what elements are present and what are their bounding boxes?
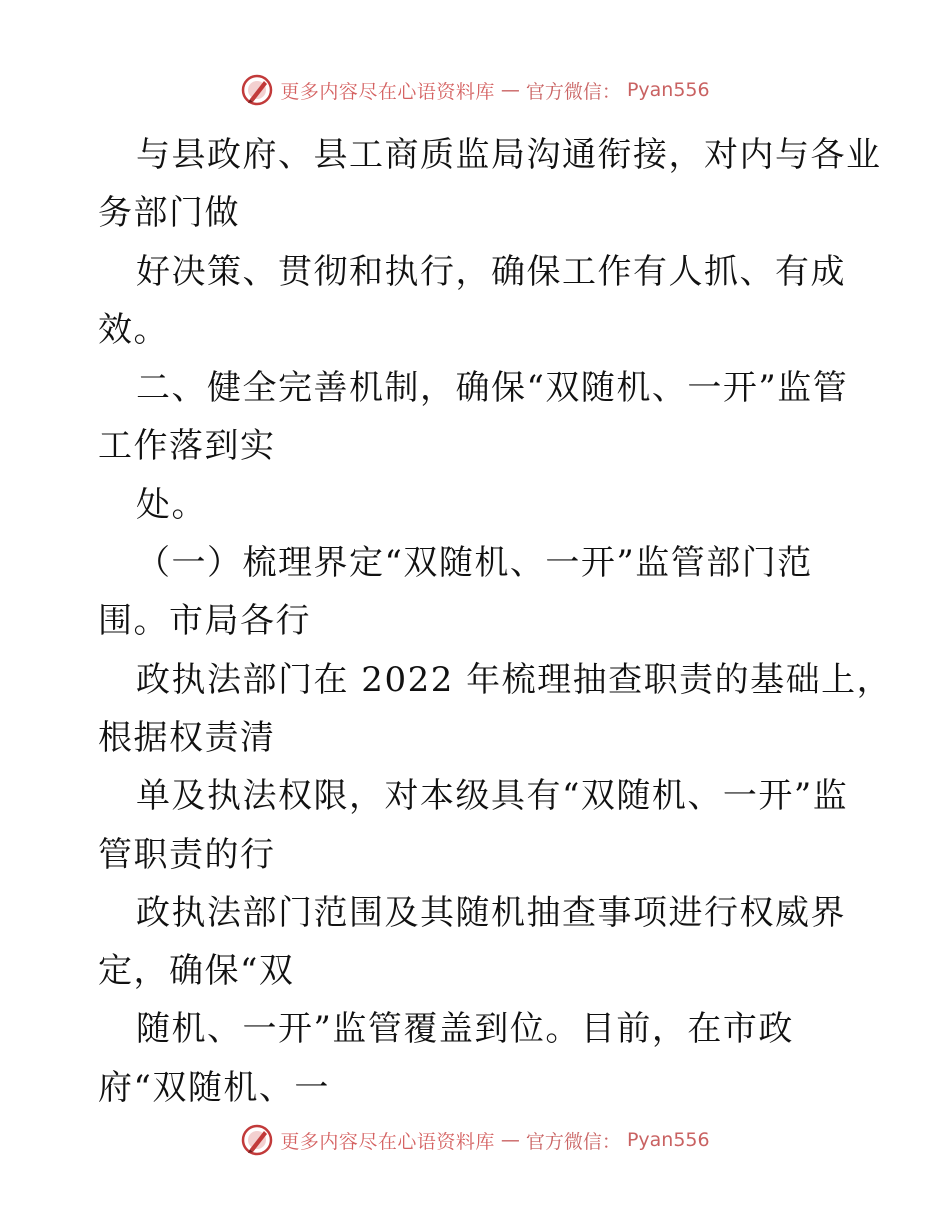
section-heading-line: 工作落到实 bbox=[98, 426, 276, 467]
body-line: 好决策、贯彻和执行，确保工作有人抓、有成 bbox=[136, 251, 846, 292]
watermark-official-label: 官方微信： bbox=[525, 80, 621, 103]
body-line: 政执法部门在 2022 年梳理抽查职责的基础上， bbox=[136, 659, 893, 700]
document-body bbox=[98, 126, 893, 1117]
watermark-separator: — bbox=[500, 1129, 520, 1151]
pen-logo-icon bbox=[240, 73, 274, 107]
body-line: 定，确保“双 bbox=[98, 951, 295, 992]
section-heading-line: 处。 bbox=[136, 484, 207, 525]
watermark-wechat-id: Pyan556 bbox=[626, 1129, 710, 1151]
watermark-brand bbox=[240, 73, 709, 107]
watermark-official-label: 官方微信： bbox=[525, 1130, 621, 1153]
body-line: 根据权责清 bbox=[98, 717, 276, 758]
body-line: 单及执法权限，对本级具有“双随机、一开”监 bbox=[136, 776, 849, 817]
header-watermark bbox=[0, 70, 950, 110]
watermark-brand bbox=[240, 1123, 709, 1157]
body-line: 围。市局各行 bbox=[98, 601, 311, 642]
body-line: 效。 bbox=[98, 309, 169, 350]
pen-logo-icon bbox=[240, 1123, 274, 1157]
watermark-separator: — bbox=[500, 79, 520, 101]
body-line: 与县政府、县工商质监局沟通衔接，对内与各业 bbox=[136, 135, 882, 175]
footer-watermark bbox=[0, 1120, 950, 1160]
watermark-brand-text: 更多内容尽在心语资料库 bbox=[280, 80, 495, 103]
subsection-heading-line: （一）梳理界定“双随机、一开”监管部门范 bbox=[136, 543, 813, 584]
body-line: 务部门做 bbox=[98, 193, 240, 234]
body-line: 政执法部门范围及其随机抽查事项进行权威界 bbox=[136, 892, 846, 933]
watermark-brand-text: 更多内容尽在心语资料库 bbox=[280, 1130, 495, 1153]
body-line: 府“双随机、一 bbox=[98, 1067, 330, 1108]
section-heading-line: 二、健全完善机制，确保“双随机、一开”监管 bbox=[136, 368, 849, 409]
body-line: 随机、一开”监管覆盖到位。目前，在市政 bbox=[136, 1009, 794, 1050]
watermark-wechat-id: Pyan556 bbox=[626, 79, 710, 101]
body-line: 管职责的行 bbox=[98, 834, 276, 875]
